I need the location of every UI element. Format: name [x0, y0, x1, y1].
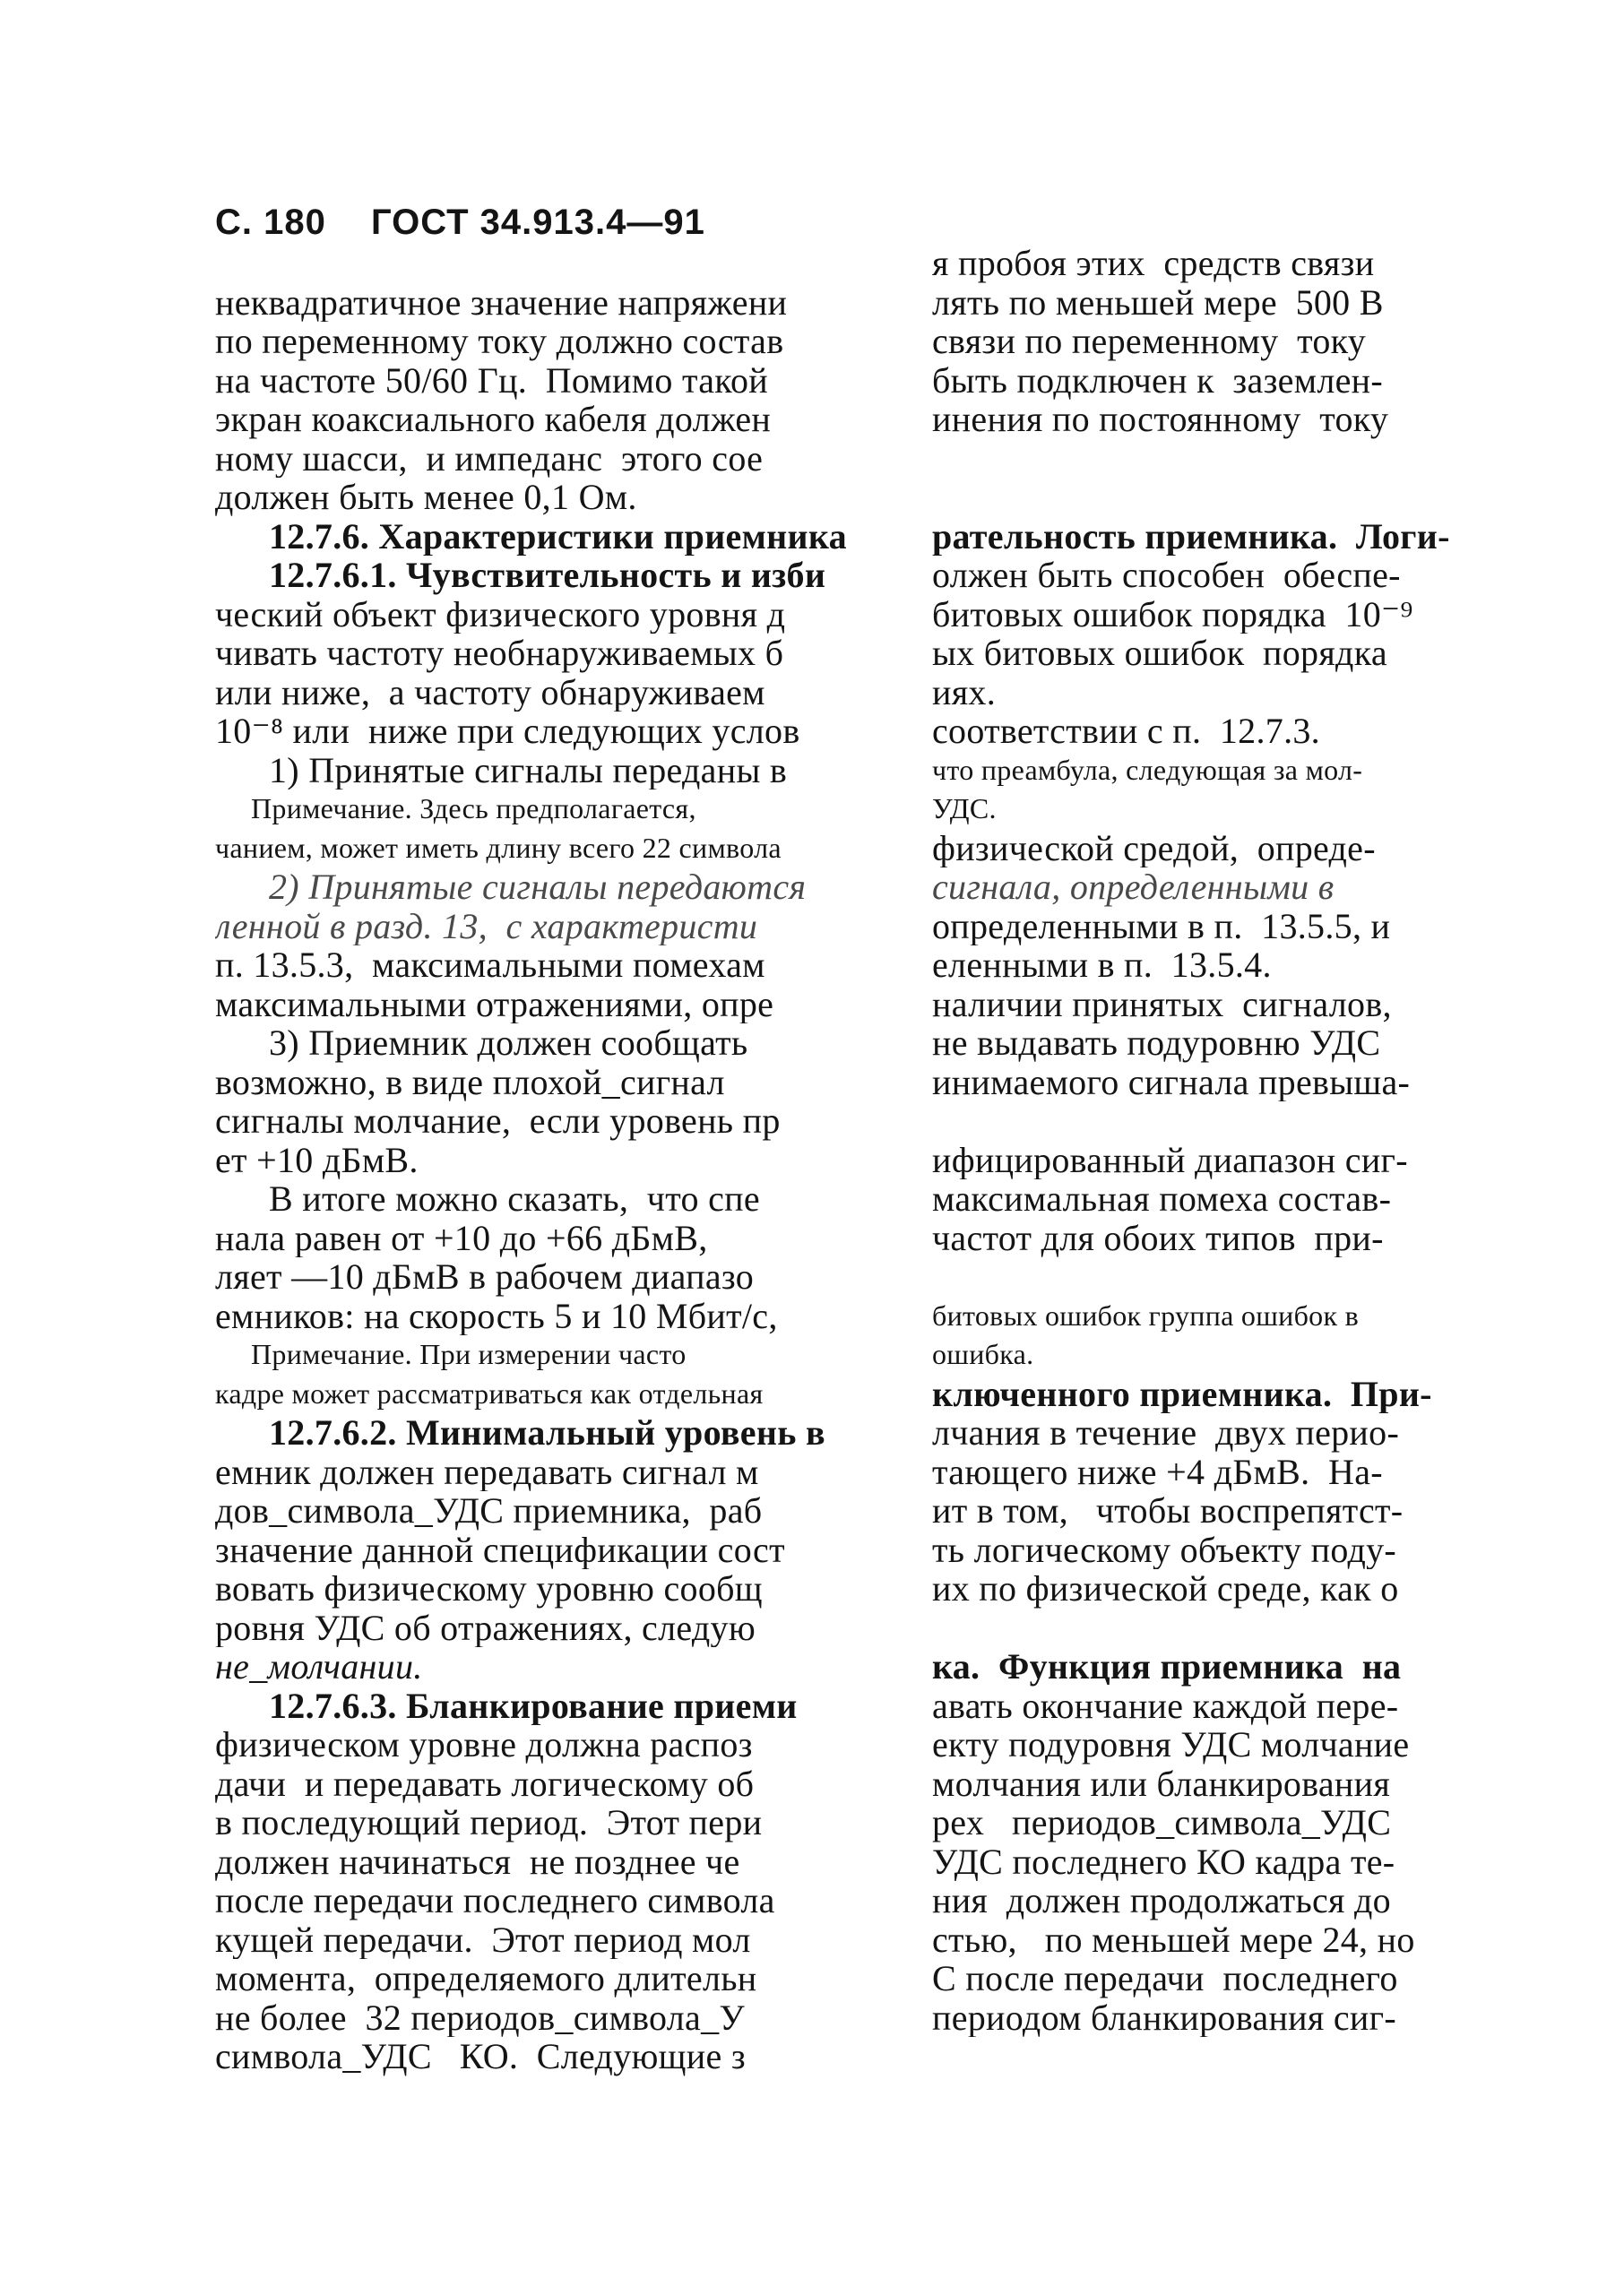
right-text-line: молчания или бланкирования: [932, 1764, 1391, 1803]
right-text-line: связи по переменному току: [932, 322, 1367, 361]
right-text-line: [932, 478, 1524, 517]
right-text-line: физической средой, опреде-: [932, 828, 1376, 867]
left-text-line: неквадратичное значение напряжени: [215, 282, 788, 322]
left-text-line: сигналы молчание, если уровень пр: [215, 1101, 781, 1141]
left-text-line: В итоге можно сказать, что спе: [269, 1179, 760, 1219]
right-text-line: соответствии с п. 12.7.3.: [932, 712, 1320, 751]
left-text-line: Примечание. Здесь предполагается,: [251, 792, 696, 824]
right-text-line: екту подуровня УДС молчание: [932, 1725, 1410, 1765]
left-text-line: момента, определяемого длительн: [215, 1959, 757, 1998]
left-text-line: дов_символа_УДС приемника, раб: [215, 1491, 763, 1531]
page-number: С. 180: [215, 203, 326, 242]
left-text-line: кущей передачи. Этот период мол: [215, 1920, 751, 1959]
right-text-line: ть логическому объекту поду-: [932, 1530, 1397, 1569]
right-text-line: инимаемого сигнала превыша-: [932, 1062, 1411, 1101]
right-text-line: наличии принятых сигналов,: [932, 984, 1392, 1023]
right-text-line: олжен быть способен обеспе-: [932, 556, 1401, 595]
right-text-line: ка. Функция приемника на: [932, 1647, 1402, 1687]
right-text-line: частот для обоих типов при-: [932, 1218, 1384, 1257]
right-text-line: стью, по меньшей мере 24, но: [932, 1920, 1415, 1959]
left-text-line: не более 32 периодов_символа_У: [215, 1998, 745, 2037]
left-text-line: 12.7.6. Характеристики приемника: [269, 516, 847, 556]
left-text-line: по переменному току должно состав: [215, 322, 784, 361]
left-text-line: на частоте 50/60 Гц. Помимо такой: [215, 360, 768, 400]
left-text-line: ляет —10 дБмВ в рабочем диапазо: [215, 1257, 755, 1297]
left-text-line: должен начинаться не позднее че: [215, 1842, 740, 1881]
right-text-line: иях.: [932, 672, 997, 712]
right-text-line: быть подключен к заземлен-: [932, 360, 1383, 400]
left-text-line: [215, 244, 968, 283]
right-text-line: ния должен продолжаться до: [932, 1881, 1391, 1920]
left-text-line: чивать частоту необнаруживаемых б: [215, 634, 784, 673]
right-text-line: их по физической среде, как о: [932, 1569, 1399, 1609]
right-text-line: рательность приемника. Логи-: [932, 516, 1450, 556]
right-text-line: УДС последнего КО кадра те-: [932, 1842, 1395, 1881]
right-text-line: ых битовых ошибок порядка: [932, 634, 1387, 673]
right-text-line: лчания в течение двух перио-: [932, 1413, 1400, 1453]
left-text-line: емников: на скорость 5 и 10 Мбит/с,: [215, 1296, 778, 1335]
left-text-line: ет +10 дБмВ.: [215, 1140, 419, 1179]
left-text-line: экран коаксиального кабеля должен: [215, 400, 772, 439]
right-text-line: С после передачи последнего: [932, 1959, 1398, 1998]
right-text-line: авать окончание каждой пере-: [932, 1686, 1399, 1725]
right-text-line: определенными в п. 13.5.5, и: [932, 906, 1391, 945]
right-text-line: периодом бланкирования сиг-: [932, 1998, 1396, 2037]
right-text-line: ключенного приемника. При-: [932, 1374, 1432, 1413]
right-text-line: не выдавать подуровню УДС: [932, 1023, 1381, 1063]
left-text-line: 2) Принятые сигналы передаются: [269, 867, 807, 907]
left-text-line: 3) Приемник должен сообщать: [269, 1023, 748, 1063]
left-text-line: емник должен передавать сигнал м: [215, 1452, 759, 1491]
left-text-column: [215, 244, 968, 2076]
left-text-line: максимальными отражениями, опре: [215, 984, 774, 1023]
right-text-line: я пробоя этих средств связи: [932, 244, 1375, 283]
right-text-line: еленными в п. 13.5.4.: [932, 945, 1272, 985]
right-text-line: максимальная помеха состав-: [932, 1179, 1392, 1219]
left-text-line: или ниже, а частоту обнаруживаем: [215, 672, 765, 712]
left-text-line: чанием, может иметь длину всего 22 символа: [215, 831, 782, 864]
right-text-line: сигнала, определенными в: [932, 867, 1335, 907]
left-text-line: 1) Принятые сигналы переданы в: [269, 750, 788, 790]
left-text-line: 12.7.6.2. Минимальный уровень в: [269, 1413, 825, 1453]
right-text-line: ошибка.: [932, 1338, 1034, 1370]
right-text-line: [932, 1257, 1524, 1297]
right-text-column: [932, 244, 1524, 2076]
right-text-line: [932, 439, 1524, 479]
right-text-line: лять по меньшей мере 500 В: [932, 282, 1384, 322]
left-text-line: в последующий период. Этот пери: [215, 1803, 763, 1842]
page-header: [215, 203, 739, 243]
left-text-line: ровня УДС об отражениях, следую: [215, 1608, 756, 1647]
right-text-line: ит в том, чтобы воспрепятст-: [932, 1491, 1404, 1531]
left-text-line: дачи и передавать логическому об: [215, 1764, 755, 1803]
right-text-line: битовых ошибок порядка 10⁻⁹: [932, 594, 1413, 634]
right-text-line: что преамбула, следующая за мол-: [932, 753, 1363, 786]
left-text-line: 12.7.6.1. Чувствительность и изби: [269, 556, 826, 595]
right-text-line: [932, 2037, 1524, 2076]
right-text-line: ифицированный диапазон сиг-: [932, 1140, 1408, 1179]
right-text-line: инения по постоянному току: [932, 400, 1389, 439]
left-text-line: п. 13.5.3, максимальными помехам: [215, 945, 765, 985]
left-text-line: кадре может рассматриваться как отдельная: [215, 1376, 764, 1410]
left-text-line: нала равен от +10 до +66 дБмВ,: [215, 1218, 708, 1257]
left-text-line: после передачи последнего символа: [215, 1881, 775, 1920]
left-text-line: значение данной спецификации сост: [215, 1530, 785, 1569]
left-text-line: 12.7.6.3. Бланкирование приеми: [269, 1686, 798, 1725]
left-text-line: символа_УДС КО. Следующие з: [215, 2037, 746, 2076]
left-text-line: должен быть менее 0,1 Ом.: [215, 478, 637, 517]
right-text-line: [932, 1609, 1524, 1648]
standard-code: ГОСТ 34.913.4—91: [370, 203, 705, 242]
right-text-line: рех периодов_символа_УДС: [932, 1803, 1392, 1842]
left-text-line: ленной в разд. 13, с характеристи: [215, 906, 758, 945]
left-text-line: возможно, в виде плохой_сигнал: [215, 1062, 725, 1101]
right-text-line: УДС.: [932, 792, 997, 824]
left-text-line: ческий объект физического уровня д: [215, 594, 786, 634]
right-text-line: тающего ниже +4 дБмВ. На-: [932, 1452, 1383, 1491]
right-text-line: битовых ошибок группа ошибок в: [932, 1299, 1360, 1332]
left-text-line: 10⁻⁸ или ниже при следующих услов: [215, 712, 800, 751]
left-text-line: ному шасси, и импеданс этого сое: [215, 438, 764, 478]
left-text-line: вовать физическому уровню сообщ: [215, 1569, 763, 1609]
left-text-line: не_молчании.: [215, 1647, 423, 1687]
right-text-line: [932, 1101, 1524, 1141]
left-text-line: Примечание. При измерении часто: [251, 1338, 687, 1370]
left-text-line: физическом уровне должна распоз: [215, 1725, 753, 1765]
